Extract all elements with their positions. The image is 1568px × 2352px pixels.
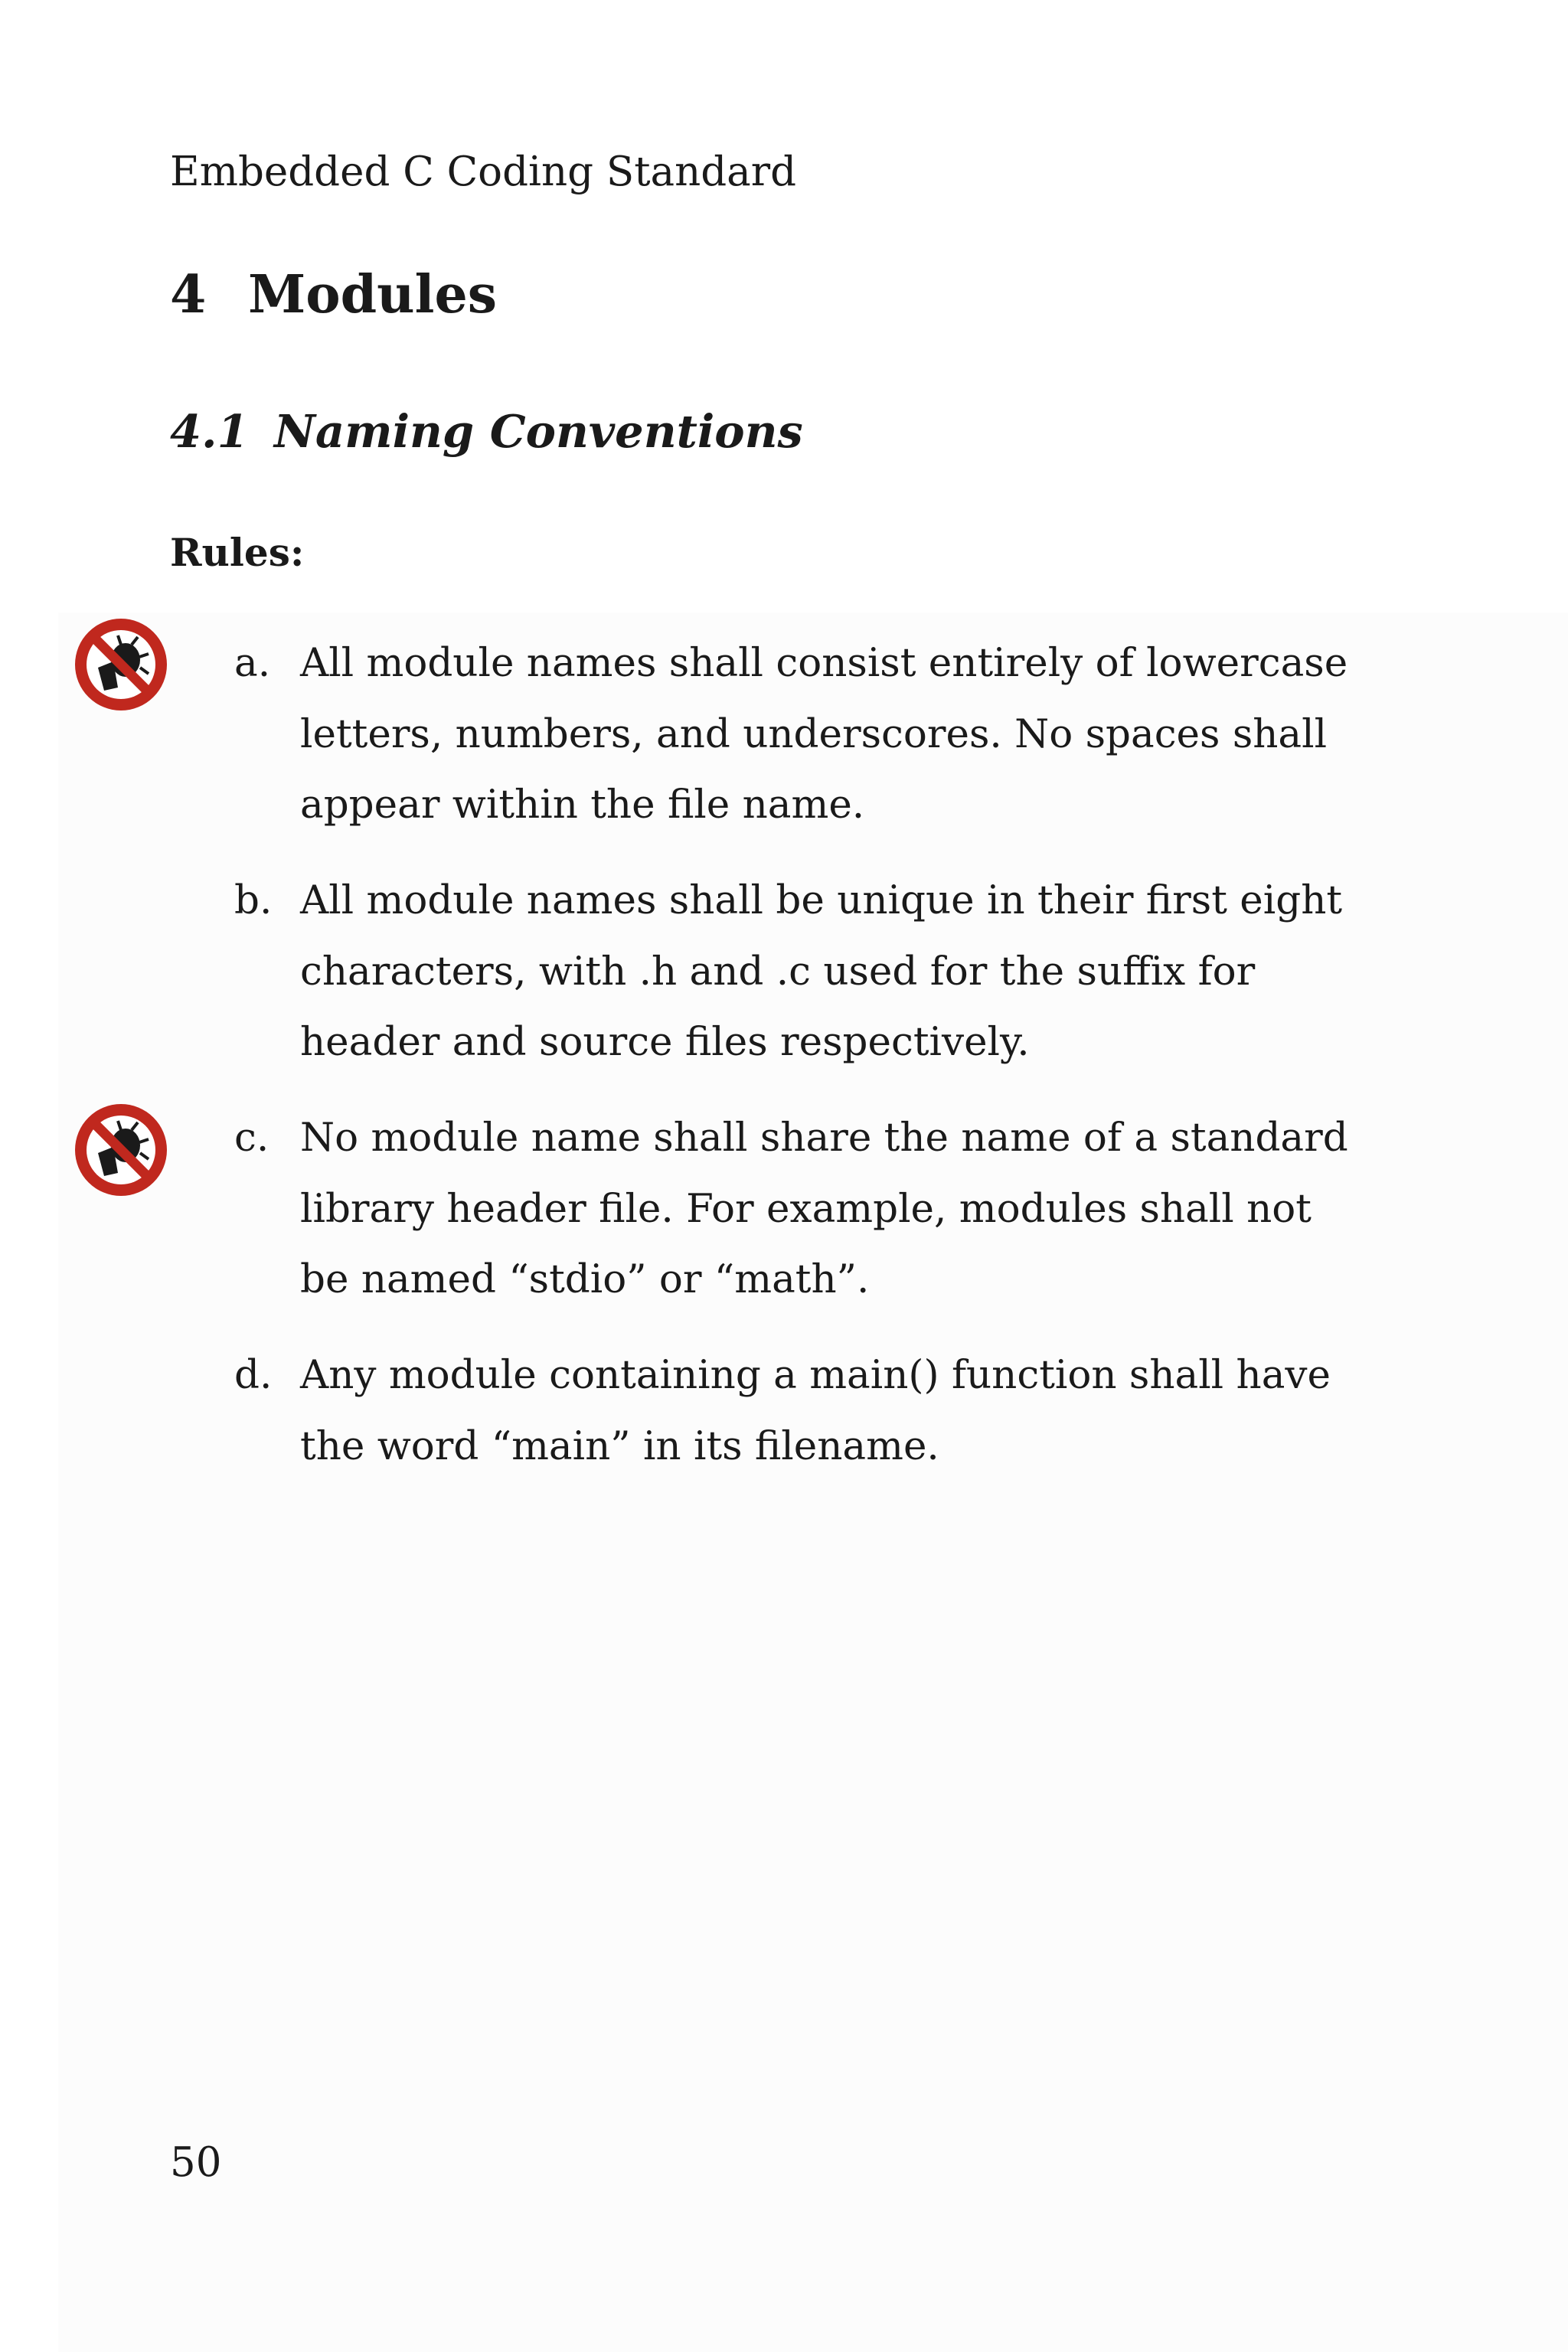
rule-line: be named “stdio” or “math”.: [300, 1256, 870, 1302]
rule-marker: a.: [234, 640, 271, 686]
section-number: 4.1: [170, 405, 249, 458]
page-number: 50: [170, 2139, 222, 2186]
section-heading: [170, 402, 803, 462]
chapter-number: 4: [170, 264, 207, 325]
rule-line: characters, with .h and .c used for the suffix for: [300, 948, 1256, 995]
no-bug-icon: [70, 1099, 172, 1200]
section-title: Naming Conventions: [274, 405, 803, 458]
rule-text: [300, 1340, 1344, 1481]
rule-marker: c.: [234, 1115, 270, 1161]
chapter-title: Modules: [248, 264, 497, 325]
rule-item-c: [234, 1102, 1348, 1315]
chapter-heading: [170, 260, 497, 329]
rules-label: Rules:: [170, 530, 305, 575]
rule-line: All module names shall be unique in their first eight: [300, 877, 1343, 923]
rule-line: All module names shall consist entirely of lowercase: [300, 640, 1348, 686]
running-header: Embedded C Coding Standard: [170, 149, 797, 195]
rule-marker: b.: [234, 877, 273, 923]
rule-item-a: [234, 628, 1348, 841]
rule-text: [300, 628, 1348, 841]
rule-line: Any module containing a main() function shall have: [300, 1352, 1331, 1398]
rule-item-b: [234, 865, 1344, 1078]
rule-line: the word “main” in its filename.: [300, 1423, 939, 1469]
rule-text: [300, 865, 1344, 1078]
rule-text: [300, 1102, 1348, 1315]
rule-line: library header file. For example, modules shall not: [300, 1185, 1312, 1232]
rule-line: header and source files respectively.: [300, 1019, 1030, 1065]
rule-line: No module name shall share the name of a standard: [300, 1115, 1348, 1161]
rule-marker: d.: [234, 1352, 273, 1398]
rule-line: letters, numbers, and underscores. No spaces shall: [300, 710, 1328, 757]
rule-line: appear within the file name.: [300, 782, 865, 828]
no-bug-icon: [70, 614, 172, 715]
rule-item-d: [234, 1340, 1344, 1481]
